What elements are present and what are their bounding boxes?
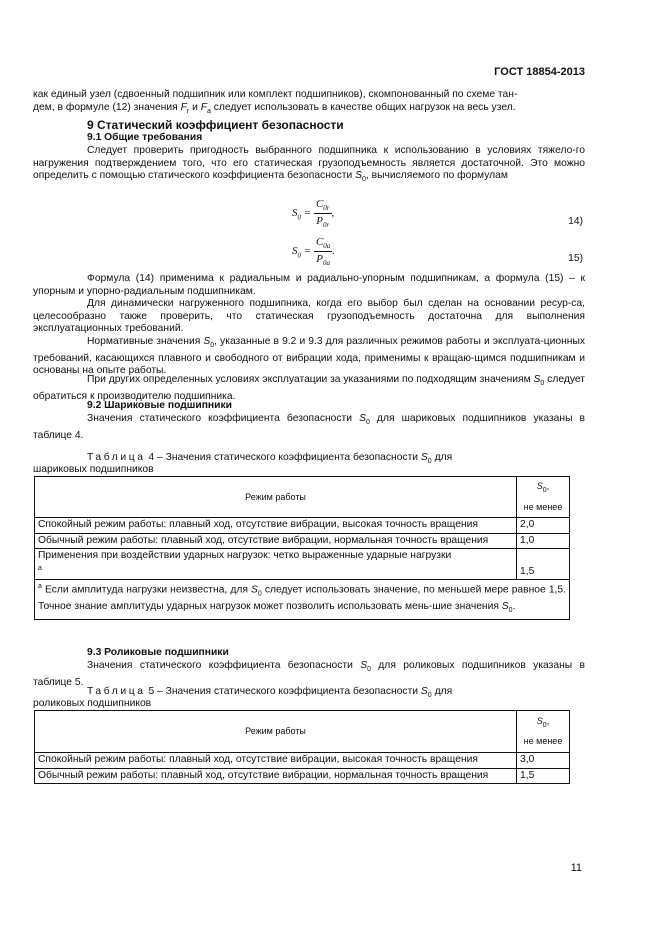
table-4-row-1-mode: Спокойный режим работы: плавный ход, отсутствие вибрации, высокая точность вращения xyxy=(35,518,517,534)
paragraph-general-text: Следует проверить пригодность выбранного подшипника к использованию в условиях тяжело-го нагружения подтверждением того, что его статическая грузоподъемность является достаточной. Это можно определить с помощью статического коэффициента безопасности xyxy=(33,145,585,182)
paragraph-roller xyxy=(33,660,585,689)
intro-line-2c: следует использовать в качестве общих нагрузок на весь узел. xyxy=(210,101,516,113)
symbol-fa: F xyxy=(200,101,207,113)
document-code: ГОСТ 18854-2013 xyxy=(494,66,585,78)
symbol-fa-sub: a xyxy=(206,107,211,115)
table-4-caption-text: 4 – Значения статического коэффициента безопасности xyxy=(145,452,421,463)
paragraph-other-tail: следует обратиться к производителю подшипника. xyxy=(33,374,585,402)
table-5-row-2-mode: Обычный режим работы: плавный ход, отсутствие вибрации, нормальная точность вращения xyxy=(35,768,517,784)
paragraph-general xyxy=(33,145,585,187)
intro-line-1: как единый узел (сдвоенный подшипник или комплект подшипников), скомпонованный по схеме тан- xyxy=(33,89,518,100)
table-5-row-2-value: 1,5 xyxy=(517,768,570,784)
formula-14-tail: , xyxy=(331,207,335,220)
paragraph-roller-text: Значения статического коэффициента безопасности xyxy=(87,660,361,671)
table-4-row-2-value: 1,0 xyxy=(517,533,570,549)
symbol-s0: S xyxy=(536,481,543,492)
paragraph-ball-tail: для шариковых подшипников указаны в таблице 4. xyxy=(33,413,586,441)
formula-15-lhs: S xyxy=(292,245,298,258)
formula-14-numerator-sub: 0r xyxy=(323,204,330,213)
paragraph-normative-text: Нормативные значения xyxy=(87,336,204,347)
table-5-col-mode: Режим работы xyxy=(35,711,517,753)
section-9-1-title: 9.1 Общие требования xyxy=(87,132,203,143)
table-4-row-1-value: 2,0 xyxy=(517,518,570,534)
formula-15-tail: . xyxy=(332,245,336,258)
formula-14-eq: = xyxy=(303,207,312,220)
symbol-s0: S xyxy=(420,686,428,697)
section-9-title: 9 Статический коэффициент безопасности xyxy=(87,118,344,132)
formula-14-denominator: P xyxy=(316,215,323,228)
table-5-caption-text: 5 – Значения статического коэффициента безопасности xyxy=(145,686,421,697)
table-4-row-3-mode xyxy=(35,549,517,580)
formula-14-fraction xyxy=(314,198,332,229)
table-4-col-min: не менее xyxy=(523,501,563,512)
formula-15-fraction xyxy=(314,236,332,267)
paragraph-roller-tail: для роликовых подшипников указаны в таблице 5. xyxy=(33,660,585,688)
table-4-row-3-value: 1,5 xyxy=(517,549,570,580)
paragraph-ball-text: Значения статического коэффициента безопасности xyxy=(87,413,360,424)
symbol-fr: F xyxy=(180,101,187,113)
symbol-s0: S xyxy=(501,601,509,613)
table-4 xyxy=(34,476,570,620)
table-row xyxy=(35,518,570,534)
formula-15-number: 15) xyxy=(568,253,583,264)
symbol-s0-sub: 0 xyxy=(542,721,547,729)
table-5 xyxy=(34,710,570,784)
formula-14 xyxy=(292,198,334,229)
table-4-caption-line2: шариковых подшипников xyxy=(33,464,154,475)
paragraph-formula-scope: Формула (14) применима к радиальным и радиально-упорным подшипникам, а формула (15) – к упорным и упорно-радиальным подшипникам. xyxy=(33,273,585,297)
formula-15-lhs-sub: 0 xyxy=(297,251,301,260)
table-5-col-s0 xyxy=(517,711,570,753)
table-4-row-3-mark: a xyxy=(38,564,42,572)
symbol-s0: S xyxy=(420,452,428,463)
symbol-s0: S xyxy=(533,374,541,385)
table-4-row-2-mode: Обычный режим работы: плавный ход, отсутствие вибрации, нормальная точность вращения xyxy=(35,533,517,549)
formula-15-numerator-sub: 0a xyxy=(323,242,331,251)
paragraph-normative-tail: , указанные в 9.2 и 9.3 для различных режимов работы и эксплуата-ционных требований, касающихся плавного и свободного от вибрации хода, применимы к вращаю-щимся подшипникам и основаны на опыте работы. xyxy=(33,336,585,377)
symbol-s0: S xyxy=(355,170,362,182)
paragraph-general-tail: , вычисляемого по формулам xyxy=(365,170,508,182)
intro-paragraph xyxy=(33,89,585,118)
paragraph-ball xyxy=(33,413,585,442)
symbol-s0-sub: 0 xyxy=(210,342,215,350)
formula-14-number: 14) xyxy=(568,216,583,227)
table-4-col-s0-tail: , xyxy=(546,481,550,492)
table-4-col-mode: Режим работы xyxy=(35,477,517,518)
section-9-3-title: 9.3 Роликовые подшипники xyxy=(87,647,229,658)
formula-15-denominator: P xyxy=(316,253,323,266)
section-9-2-title: 9.2 Шариковые подшипники xyxy=(87,400,232,411)
paragraph-normative xyxy=(33,336,585,378)
symbol-s0-sub: 0 xyxy=(542,486,547,494)
table-5-caption-word: Таблица xyxy=(87,686,146,697)
formula-15-numerator: C xyxy=(315,236,324,248)
symbol-s0-sub: 0 xyxy=(427,458,432,466)
formula-14-denominator-sub: 0r xyxy=(322,221,330,230)
symbol-s0-sub: 0 xyxy=(365,419,370,427)
table-row xyxy=(35,753,570,769)
table-4-footnote xyxy=(35,580,570,620)
symbol-s0-sub: 0 xyxy=(367,666,371,674)
paragraph-other-conditions xyxy=(33,374,585,403)
formula-14-numerator: C xyxy=(315,198,324,210)
symbol-s0-sub: 0 xyxy=(257,590,262,598)
table-4-header-row xyxy=(35,477,570,518)
intro-line-2b: и xyxy=(189,101,201,113)
table-4-footnote-text-c: . xyxy=(512,601,516,613)
table-4-footnote-row xyxy=(35,580,570,620)
symbol-s0-sub: 0 xyxy=(361,176,366,184)
symbol-s0: S xyxy=(250,584,258,596)
table-4-footnote-mark: a xyxy=(38,583,42,591)
symbol-s0: S xyxy=(536,715,543,726)
formula-15-eq: = xyxy=(303,245,312,258)
table-5-row-1-value: 3,0 xyxy=(517,753,570,769)
table-5-header-row xyxy=(35,711,570,753)
table-row xyxy=(35,549,570,580)
table-5-caption-line2: роликовых подшипников xyxy=(33,698,152,709)
table-5-col-min: не менее xyxy=(523,736,563,747)
table-row xyxy=(35,533,570,549)
table-5-row-1-mode: Спокойный режим работы: плавный ход, отсутствие вибрации, высокая точность вращения xyxy=(35,753,517,769)
page-number: 11 xyxy=(570,862,582,874)
table-row xyxy=(35,768,570,784)
table-4-caption-tail: для xyxy=(431,452,453,463)
symbol-s0-sub: 0 xyxy=(427,692,432,700)
symbol-s0: S xyxy=(203,336,211,347)
table-4-col-s0 xyxy=(517,477,570,518)
table-4-footnote-text-b: следует использовать значение, по меньшей мере равное 1,5. Точное знание амплитуды ударных нагрузок может позволить использовать мень-шие значения xyxy=(38,584,566,613)
formula-15 xyxy=(292,236,335,267)
paragraph-other-text: При других определенных условиях эксплуатации за указаниями по подходящим значениям xyxy=(87,374,534,385)
symbol-s0: S xyxy=(360,660,368,671)
formula-14-lhs-sub: 0 xyxy=(297,213,301,222)
formula-15-denominator-sub: 0a xyxy=(322,259,330,268)
symbol-s0: S xyxy=(359,413,366,424)
symbol-s0-sub: 0 xyxy=(508,607,513,615)
symbol-s0-sub: 0 xyxy=(540,380,545,388)
table-5-caption-tail: для xyxy=(431,686,453,697)
table-4-footnote-text-a: Если амплитуда нагрузки неизвестна, для xyxy=(41,584,251,596)
intro-line-2a: дем, в формуле (12) значения xyxy=(33,101,181,113)
table-5-col-s0-tail: , xyxy=(546,715,550,726)
table-4-caption-word: Таблица xyxy=(87,452,146,463)
symbol-fr-sub: r xyxy=(186,107,190,115)
formula-14-lhs: S xyxy=(292,207,298,220)
table-4-row-3-text: Применения при воздействии ударных нагрузок: четко выраженные ударные нагрузки xyxy=(38,550,452,561)
paragraph-dynamic: Для динамически нагруженного подшипника, когда его выбор был сделан на основании ресур-са, целесообразно также проверить, что статическая грузоподъемность достаточна для выполнения эксплуатационных требований. xyxy=(33,298,585,335)
